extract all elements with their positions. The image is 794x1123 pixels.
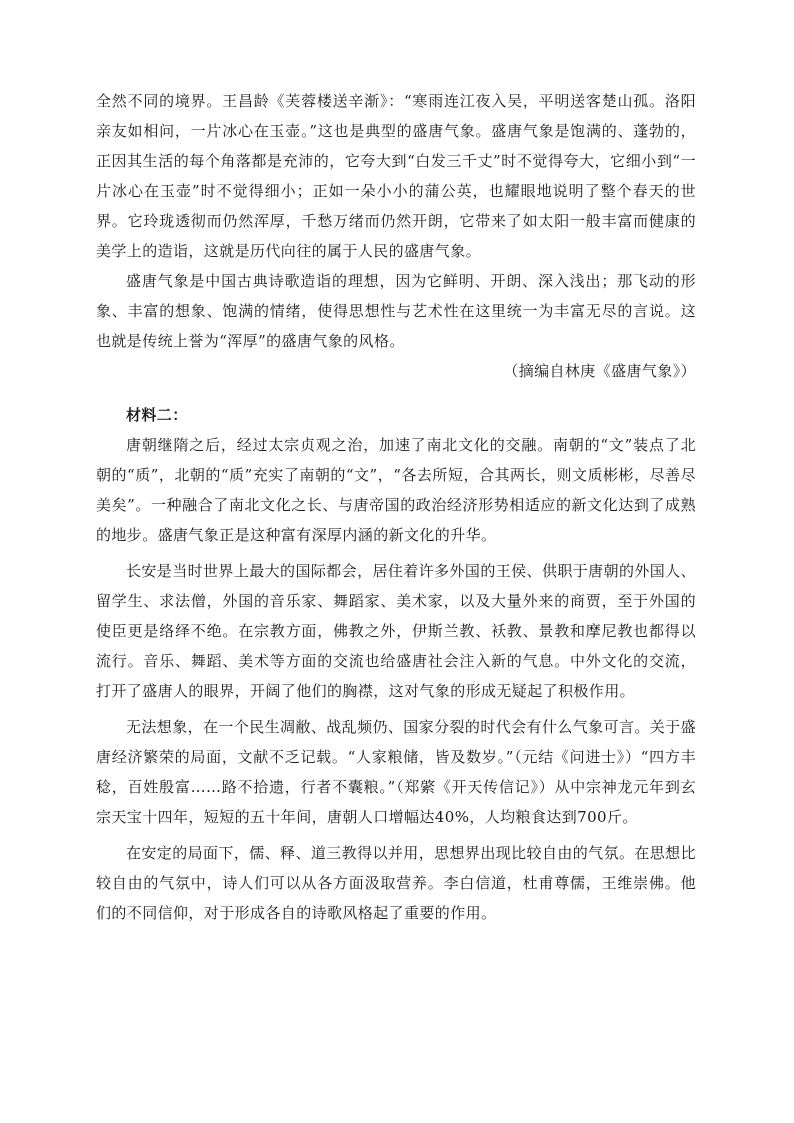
material-two-paragraph: 无法想象，在一个民生凋敝、战乱频仍、国家分裂的时代会有什么气象可言。关于盛唐经济繁荣的局面，文献不乏记载。“人家粮储，皆及数岁。”（元结《问进士》）“四方丰稔，百姓殷富……路不拾遗，行者不囊粮。”（郑綮《开天传信记》）从中宗神龙元年到玄宗天宝十四年，短短的五十年间，唐朝人口增幅达40%，人均粮食达到700斤。 xyxy=(96,718,696,826)
material-one-continuation: 全然不同的境界。王昌龄《芙蓉楼送辛渐》：“寒雨连江夜入吴，平明送客楚山孤。洛阳亲友如相问，一片冰心在玉壶。”这也是典型的盛唐气象。盛唐气象是饱满的、蓬勃的，正因其生活的每个角落都是充沛的，它夸大到“白发三千丈”时不觉得夸大，它细小到“一片冰心在玉壶”时不觉得细小；正如一朵小小的蒲公英，也耀眼地说明了整个春天的世界。它玲珑透彻而仍然浑厚，千愁万绪而仍然开朗，它带来了如太阳一般丰富而健康的美学上的造诣，这就是历代向往的属于人民的盛唐气象。 xyxy=(96,92,696,260)
material-one-paragraph: 盛唐气象是中国古典诗歌造诣的理想，因为它鲜明、开朗、深入浅出；那飞动的形象、丰富的想象、饱满的情绪，使得思想性与艺术性在这里统一为丰富无尽的言说。这也就是传统上誉为“浑厚”的盛唐气象的风格。 xyxy=(96,272,696,350)
material-two-paragraph: 唐朝继隋之后，经过太宗贞观之治，加速了南北文化的交融。南朝的“文”装点了北朝的“质”，北朝的“质”充实了南朝的“文”，“各去所短，合其两长，则文质彬彬，尽善尽美矣”。一种融合了南北文化之长、与唐帝国的政治经济形势相适应的新文化达到了成熟的地步。盛唐气象正是这种富有深厚内涵的新文化的升华。 xyxy=(96,436,696,544)
material-one-source: （摘编自林庚《盛唐气象》） xyxy=(503,362,696,380)
material-two-paragraph: 在安定的局面下，儒、释、道三教得以并用，思想界出现比较自由的气氛。在思想比较自由的气氛中，诗人们可以从各方面汲取营养。李白信道，杜甫尊儒，王维崇佛。他们的不同信仰，对于形成各自的诗歌风格起了重要的作用。 xyxy=(96,844,696,922)
material-two-heading: 材料二： xyxy=(126,406,188,424)
material-two-paragraph: 长安是当时世界上最大的国际都会，居住着许多外国的王侯、供职于唐朝的外国人、留学生、求法僧，外国的音乐家、舞蹈家、美术家，以及大量外来的商贾，至于外国的使臣更是络绎不绝。在宗教方面，佛教之外，伊斯兰教、袄教、景教和摩尼教也都得以流行。音乐、舞蹈、美术等方面的交流也给盛唐社会注入新的气息。中外文化的交流，打开了盛唐人的眼界，开阔了他们的胸襟，这对气象的形成无疑起了积极作用。 xyxy=(96,562,696,700)
document-page xyxy=(96,86,696,928)
